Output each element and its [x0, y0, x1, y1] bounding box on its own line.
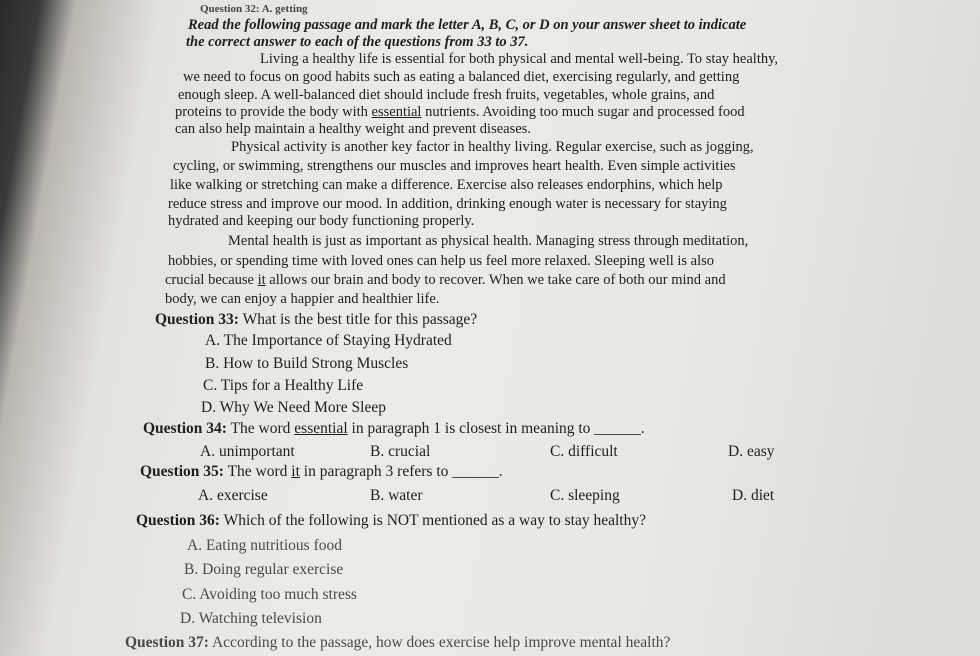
- text-segment: in paragraph 3 refers to ______.: [299, 463, 503, 480]
- previous-question-header: Question 32: A. getting: [200, 3, 308, 15]
- question-36: [136, 512, 646, 530]
- underlined-word-essential: essential: [294, 420, 348, 437]
- question-35-label: Question 35:: [140, 463, 224, 480]
- q34-option-b[interactable]: B. crucial: [370, 443, 431, 460]
- question-36-label: Question 36:: [136, 512, 220, 529]
- q35-option-a[interactable]: A. exercise: [198, 487, 268, 504]
- paragraph-2-line-1: Physical activity is another key factor in healthy living. Regular exercise, such as jogging,: [231, 139, 754, 155]
- paragraph-2-line-4: reduce stress and improve our mood. In addition, drinking enough water is necessary for staying: [168, 196, 727, 212]
- question-37-label: Question 37:: [125, 634, 209, 651]
- q34-options: [0, 443, 980, 463]
- q33-option-c[interactable]: C. Tips for a Healthy Life: [203, 377, 364, 394]
- question-37-text: According to the passage, how does exercise help improve mental health?: [208, 634, 671, 651]
- q36-option-d[interactable]: D. Watching television: [180, 610, 322, 627]
- paragraph-3-line-1: Mental health is just as important as physical health. Managing stress through meditation,: [228, 233, 749, 249]
- paragraph-2-line-5: hydrated and keeping our body functioning properly.: [168, 213, 475, 229]
- underlined-word-essential: essential: [371, 104, 422, 120]
- paragraph-1-line-2: we need to focus on good habits such as eating a balanced diet, exercising regularly, and getting: [183, 69, 740, 85]
- q36-option-a[interactable]: A. Eating nutritious food: [187, 537, 342, 554]
- paragraph-1-line-5: can also help maintain a healthy weight and prevent diseases.: [175, 121, 531, 137]
- question-34: [143, 420, 645, 438]
- q35-option-c[interactable]: C. sleeping: [550, 487, 620, 504]
- question-36-text: Which of the following is NOT mentioned as a way to stay healthy?: [219, 512, 646, 529]
- question-35: [140, 463, 503, 481]
- paragraph-1-line-3: enough sleep. A well-balanced diet should include fresh fruits, vegetables, whole grains, and: [178, 87, 715, 103]
- paragraph-3-line-2: hobbies, or spending time with loved ones can help us feel more relaxed. Sleeping well is also: [168, 253, 715, 269]
- q33-option-b[interactable]: B. How to Build Strong Muscles: [205, 355, 409, 372]
- question-37: [125, 634, 670, 652]
- paragraph-1-line-1: Living a healthy life is essential for both physical and mental well-being. To stay healthy,: [260, 51, 779, 67]
- instructions-line-1: Read the following passage and mark the letter A, B, C, or D on your answer sheet to indicate: [188, 17, 747, 33]
- question-33: [155, 311, 477, 329]
- q36-option-b[interactable]: B. Doing regular exercise: [184, 561, 344, 578]
- q36-option-c[interactable]: C. Avoiding too much stress: [182, 586, 357, 603]
- q35-option-b[interactable]: B. water: [370, 487, 423, 504]
- text-segment: The word: [226, 420, 295, 437]
- underlined-word-it: it: [257, 272, 266, 288]
- text-segment: nutrients. Avoiding too much sugar and processed food: [421, 104, 745, 120]
- q35-options: [0, 487, 980, 507]
- text-segment: The word: [223, 463, 292, 480]
- paragraph-1-line-4: [175, 103, 745, 121]
- question-33-label: Question 33:: [155, 311, 239, 328]
- q33-option-a[interactable]: A. The Importance of Staying Hydrated: [205, 332, 452, 349]
- instructions-line-2: the correct answer to each of the questions from 33 to 37.: [186, 34, 529, 50]
- text-segment: proteins to provide the body with: [175, 104, 372, 120]
- paragraph-2-line-2: cycling, or swimming, strengthens our muscles and improves heart health. Even simple activities: [173, 158, 736, 174]
- question-33-text: What is the best title for this passage?: [238, 311, 478, 328]
- q35-option-d[interactable]: D. diet: [732, 487, 775, 504]
- q34-option-d[interactable]: D. easy: [728, 443, 775, 460]
- paragraph-2-line-3: like walking or stretching can make a difference. Exercise also releases endorphins, which help: [170, 177, 723, 193]
- underlined-word-it: it: [291, 463, 300, 480]
- q33-option-d[interactable]: D. Why We Need More Sleep: [201, 399, 386, 416]
- q34-option-c[interactable]: C. difficult: [550, 443, 618, 460]
- q34-option-a[interactable]: A. unimportant: [200, 443, 295, 460]
- question-34-label: Question 34:: [143, 420, 227, 437]
- text-segment: allows our brain and body to recover. When we take care of both our mind and: [265, 272, 726, 288]
- paragraph-3-line-3: [165, 271, 726, 289]
- paragraph-3-line-4: body, we can enjoy a happier and healthier life.: [165, 291, 440, 307]
- text-segment: crucial because: [165, 272, 258, 288]
- text-segment: in paragraph 1 is closest in meaning to ______.: [347, 420, 645, 437]
